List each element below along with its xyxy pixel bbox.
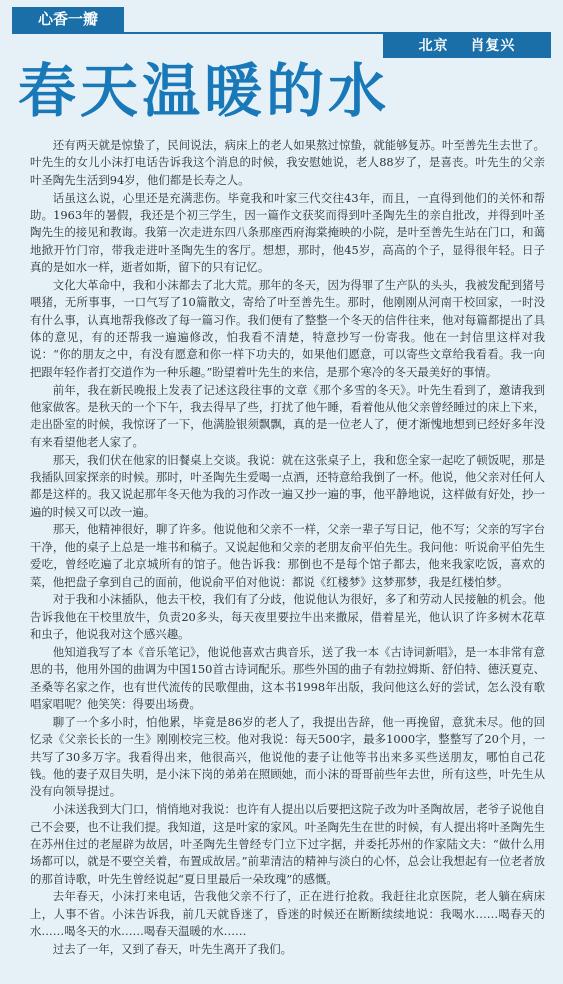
article-body: [30, 137, 545, 959]
byline-author: 肖复兴: [470, 38, 516, 54]
paragraph: 小沫送我到大门口，悄悄地对我说：也许有人提出以后要把这院子改为叶圣陶故居，老爷子说他自己不会要，也不让我们提。我知道，这是叶家的家风。叶圣陶先生在世的时候，有人提出将叶圣陶先生在苏州住过的老屋辟为故居，叶圣陶先生曾经专门立下过字据，并委托苏州的作家陆文夫：“做什么用场都可以，就是不要空关着，布置成故居。”前辈清洁的精神与淡白的心怀，总会让我想起有一位老者放的那首诗歌，叶先生曾经说起“夏日里最后一朵玫瑰”的感慨。: [30, 802, 545, 886]
paragraph: 对于我和小沫插队，他去干校，我们有了分歧，他说他认为很好，多了和劳动人民接触的机会。他告诉我他在干校里放牛，负责20多头，每天夜里要拉牛出来撒尿，借着星光，他认识了许多树木花草和虫子，他说我对这个感兴趣。: [30, 592, 545, 642]
paragraph: 过去了一年，又到了春天，叶先生离开了我们。: [52, 941, 293, 956]
paragraph: 那天，他精神很好，聊了许多。他说他和父亲不一样，父亲一辈子写日记，他不写；父亲的写字台干净，他的桌子上总是一堆书和稿子。又说起他和父亲的老朋友俞平伯先生。我问他：听说俞平伯先生爱吃，曾经吃遍了北京城所有的馆子。他告诉我：那倒也不是每个馆子都去，他来我家吃饭，喜欢的菜，他把盘子拿到自己的面前，他说俞平伯对他说：都说《红楼梦》这梦那梦，我是红楼怕梦。: [30, 522, 545, 589]
column-tag: 心香一瓣: [12, 7, 124, 32]
byline-city: 北京: [418, 38, 449, 54]
paragraph: 他知道我写了本《音乐笔记》，他说他喜欢古典音乐，送了我一本《古诗词新唱》，是一本非常有意思的书，他用外国的曲调为中国150首古诗词配乐。那些外国的曲子有勃拉姆斯、舒伯特、德沃夏克、圣桑等名家之作，也有世代流传的民歌俚曲，这本书1998年出版，我问他这么好的尝试，怎么没有歌唱家唱呢？他笑笑：得要出场费。: [30, 644, 545, 712]
paragraph: 还有两天就是惊蛰了，民间说法，病床上的老人如果熬过惊蛰，就能够复苏。叶至善先生去世了。叶先生的女儿小沫打电话告诉我这个消息的时候，我安慰她说，老人88岁了，是喜丧。叶先生的父亲叶圣陶先生活到94岁，他们都是长寿之人。: [30, 138, 545, 187]
paragraph: 前年，我在新民晚报上发表了记述这段往事的文章《那个多雪的冬天》。叶先生看到了，邀请我到他家做客。是秋天的一个下午，我去得早了些，打扰了他午睡，看着他从他父亲曾经睡过的床上下来，走出卧室的时候，我惊讶了一下，他满脸银须飘飘，真的是一位老人了，便才渐愧地想到已经好多年没有来看望他老人家了。: [30, 382, 545, 449]
paragraph: 文化大革命中，我和小沫都去了北大荒。那年的冬天，因为得罪了生产队的头头，我被发配到猪号喂猪，无所事事，一口气写了10篇散文，寄给了叶至善先生。那时，他刚刚从河南干校回家，一时没有什么事，认真地帮我修改了每一篇习作。我们便有了整整一个冬天的信件往来，他对每篇都提出了具体的意见，有的还帮我一遍遍修改，怕我看不清楚，特意抄写一份寄我。他在一封信里这样对我说：“你的朋友之中，有没有愿意和你一样下功夫的，如果他们愿意，可以寄些文章给我看看。我一向把跟年轻作者打交道作为一种乐趣。”盼望着叶先生的来信，是那个寒冷的冬天最美好的事情。: [30, 277, 545, 379]
paragraph: 那天，我们伏在他家的旧餐桌上交谈。我说：就在这张桌子上，我和您全家一起吃了顿饭呢，那是我插队回家探亲的时候。那时，叶圣陶先生爱喝一点酒，还特意给我倒了一杯。他说，他父亲对任何人都是这样的。我又说起那年冬天他为我的习作改一遍又抄一遍的事，他平静地说，这样做有好处，抄一遍的时候又可以改一遍。: [30, 452, 545, 519]
paragraph: 去年春天，小沫打来电话，告我他父亲不行了，正在进行抢救。我赶往北京医院，老人躺在病床上，人事不省。小沫告诉我，前几天就昏迷了，昏迷的时候还在断断续续地说：我喝水……喝春天的水……喝冬天的水……喝春天温暖的水……: [30, 889, 545, 939]
paragraph: 聊了一个多小时，怕他累，毕竟是86岁的老人了，我提出告辞，他一再挽留，意犹未尽。他的回忆录《父亲长长的一生》刚刚校完三校。他对我说：每天500字，最多1000字，整整写了20个月，一共写了30多万字。我看得出来，他很高兴，他说他的妻子让他等书出来多买些送朋友，哪怕自己花钱。他的妻子双目失明，是小沫下岗的弟弟在照顾她，而小沫的哥哥前些年去世，所有这些，叶先生从没有向领导提过。: [30, 714, 545, 799]
article-headline: 春天温暖的水: [18, 57, 391, 125]
byline: [383, 34, 551, 58]
paragraph: 话虽这么说，心里还是充满悲伤。毕竟我和叶家三代交往43年，而且，一直得到他们的关怀和帮助。1963年的暑假，我还是个初三学生，因一篇作文获奖而得到叶圣陶先生的亲自批改，并得到叶圣陶先生的接见和教诲。我第一次走进东四八条那座西府海棠掩映的小院，是叶至善先生站在门口，和蔼地掀开竹门帘，带我走进叶圣陶先生的客厅。想想，那时，他45岁，高高的个子，显得很年轻。日子真的是如水一样，逝者如斯，留下的只有记忆。: [30, 190, 545, 275]
